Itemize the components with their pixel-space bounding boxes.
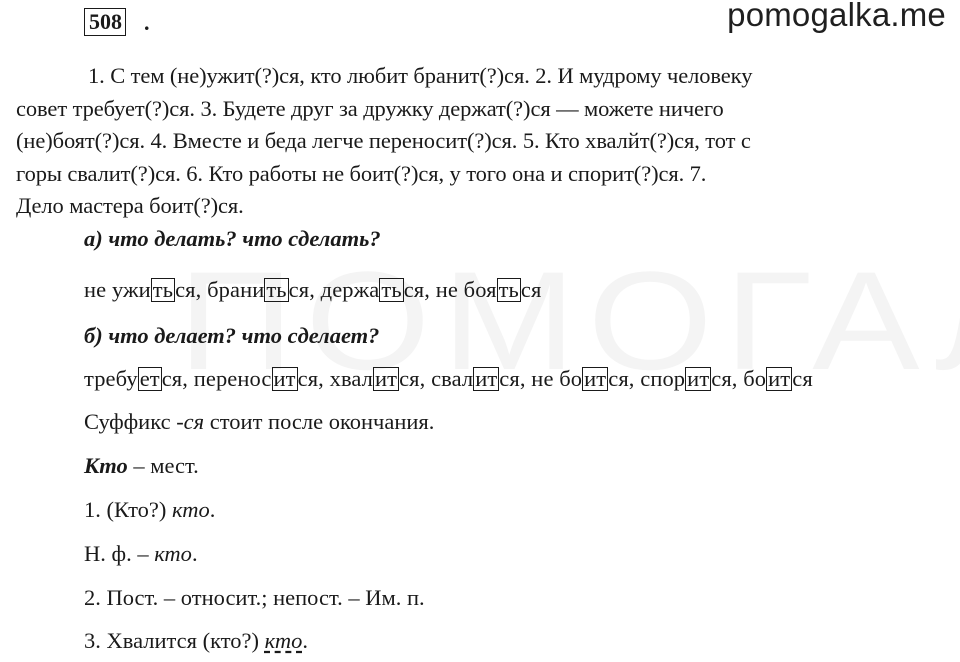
section-b-answer bbox=[84, 366, 813, 392]
word-ending-box: ит bbox=[687, 366, 710, 391]
word-stem: свал bbox=[431, 366, 474, 391]
word-stem: хвал bbox=[329, 366, 373, 391]
word-ending-box: ть bbox=[152, 277, 174, 302]
word-ending-box: ть bbox=[498, 277, 519, 302]
word-stem: требу bbox=[84, 366, 138, 391]
word-separator: , bbox=[318, 366, 330, 391]
site-brand: pomogalka.me bbox=[727, 0, 946, 33]
word-separator: , bbox=[628, 366, 641, 391]
section-a-answer bbox=[84, 277, 541, 303]
word-suffix: ся bbox=[161, 366, 183, 391]
word-stem: не боя bbox=[435, 277, 497, 302]
analysis-word bbox=[84, 453, 199, 479]
word-ending-box: ит bbox=[375, 366, 398, 391]
analysis-nf-italic: кто bbox=[154, 541, 192, 566]
word-separator: , bbox=[519, 366, 532, 391]
analysis-item-1-pre: 1. (Кто?) bbox=[84, 497, 173, 522]
word-suffix: ся bbox=[792, 366, 813, 391]
text-line: (не)боят(?)ся. 4. Вместе и беда легче переносит(?)ся. 5. Кто хвалйт(?)ся, тот с bbox=[16, 128, 751, 153]
word-stem: не ужи bbox=[84, 277, 151, 302]
exercise-text bbox=[16, 60, 926, 223]
word-suffix: ся bbox=[608, 366, 629, 391]
word-ending-box: ет bbox=[139, 366, 160, 391]
analysis-nf-post: . bbox=[191, 541, 198, 566]
word-suffix: ся bbox=[403, 277, 425, 302]
suffix-note-post: стоит после окончания. bbox=[204, 409, 435, 434]
exercise-number-dot: . bbox=[144, 10, 150, 35]
suffix-note-suffix: -ся bbox=[176, 409, 205, 434]
word-separator: , bbox=[424, 277, 436, 302]
analysis-initial-form bbox=[84, 541, 198, 567]
word-separator: , bbox=[195, 277, 208, 302]
word-ending-box: ит bbox=[768, 366, 791, 391]
word-ending-box: ть bbox=[381, 277, 402, 302]
word-suffix: ся bbox=[711, 366, 732, 391]
word-stem: бо bbox=[743, 366, 767, 391]
text-line: горы свалит(?)ся. 6. Кто работы не боит(?)ся, у того она и спорит(?)ся. 7. bbox=[16, 160, 707, 186]
word-separator: , bbox=[731, 366, 744, 391]
analysis-word-pos: – мест. bbox=[127, 453, 199, 478]
analysis-item-3-pre: 3. Хвалится (кто?) bbox=[84, 628, 265, 653]
word-ending-box: ть bbox=[266, 277, 287, 302]
suffix-note-pre: Суффикс bbox=[84, 409, 177, 434]
analysis-item-3 bbox=[84, 628, 308, 654]
text-line: Дело мастера боит(?)ся. bbox=[16, 193, 244, 218]
word-stem: держа bbox=[320, 277, 380, 302]
exercise-number: 508 bbox=[84, 8, 126, 36]
word-ending-box: ит bbox=[475, 366, 498, 391]
word-suffix: ся bbox=[288, 277, 310, 302]
word-suffix: ся bbox=[499, 366, 520, 391]
analysis-word-term: Кто bbox=[84, 453, 128, 478]
analysis-item-3-post: . bbox=[302, 628, 308, 653]
word-stem: спор bbox=[640, 366, 686, 391]
analysis-item-1-italic: кто bbox=[172, 497, 210, 522]
word-suffix: ся bbox=[175, 277, 196, 302]
suffix-note bbox=[84, 409, 434, 435]
word-separator: , bbox=[419, 366, 432, 391]
word-suffix: ся bbox=[399, 366, 420, 391]
word-ending-box: ит bbox=[584, 366, 607, 391]
word-stem: перенос bbox=[193, 366, 272, 391]
analysis-nf-pre: Н. ф. – bbox=[84, 541, 155, 566]
word-separator: , bbox=[182, 366, 194, 391]
word-ending-box: ит bbox=[273, 366, 296, 391]
word-suffix: ся bbox=[297, 366, 319, 391]
word-separator: , bbox=[309, 277, 321, 302]
word-stem: не бо bbox=[531, 366, 583, 391]
analysis-item-1-post: . bbox=[209, 497, 216, 522]
analysis-item-2: 2. Пост. – относит.; непост. – Им. п. bbox=[84, 585, 425, 610]
section-a-heading: а) что делать? что сделать? bbox=[84, 226, 381, 251]
word-suffix: ся bbox=[520, 277, 542, 302]
word-stem: брани bbox=[207, 277, 265, 302]
text-line: 1. С тем (не)ужит(?)ся, кто любит бранит(?)ся. 2. И мудрому человеку bbox=[88, 63, 753, 88]
analysis-item-3-underlined: кто bbox=[264, 628, 303, 653]
section-b-heading: б) что делает? что сделает? bbox=[84, 323, 380, 348]
analysis-item-1 bbox=[84, 497, 215, 523]
text-line: совет требует(?)ся. 3. Будете друг за дружку держат(?)ся — можете ничего bbox=[16, 95, 724, 121]
